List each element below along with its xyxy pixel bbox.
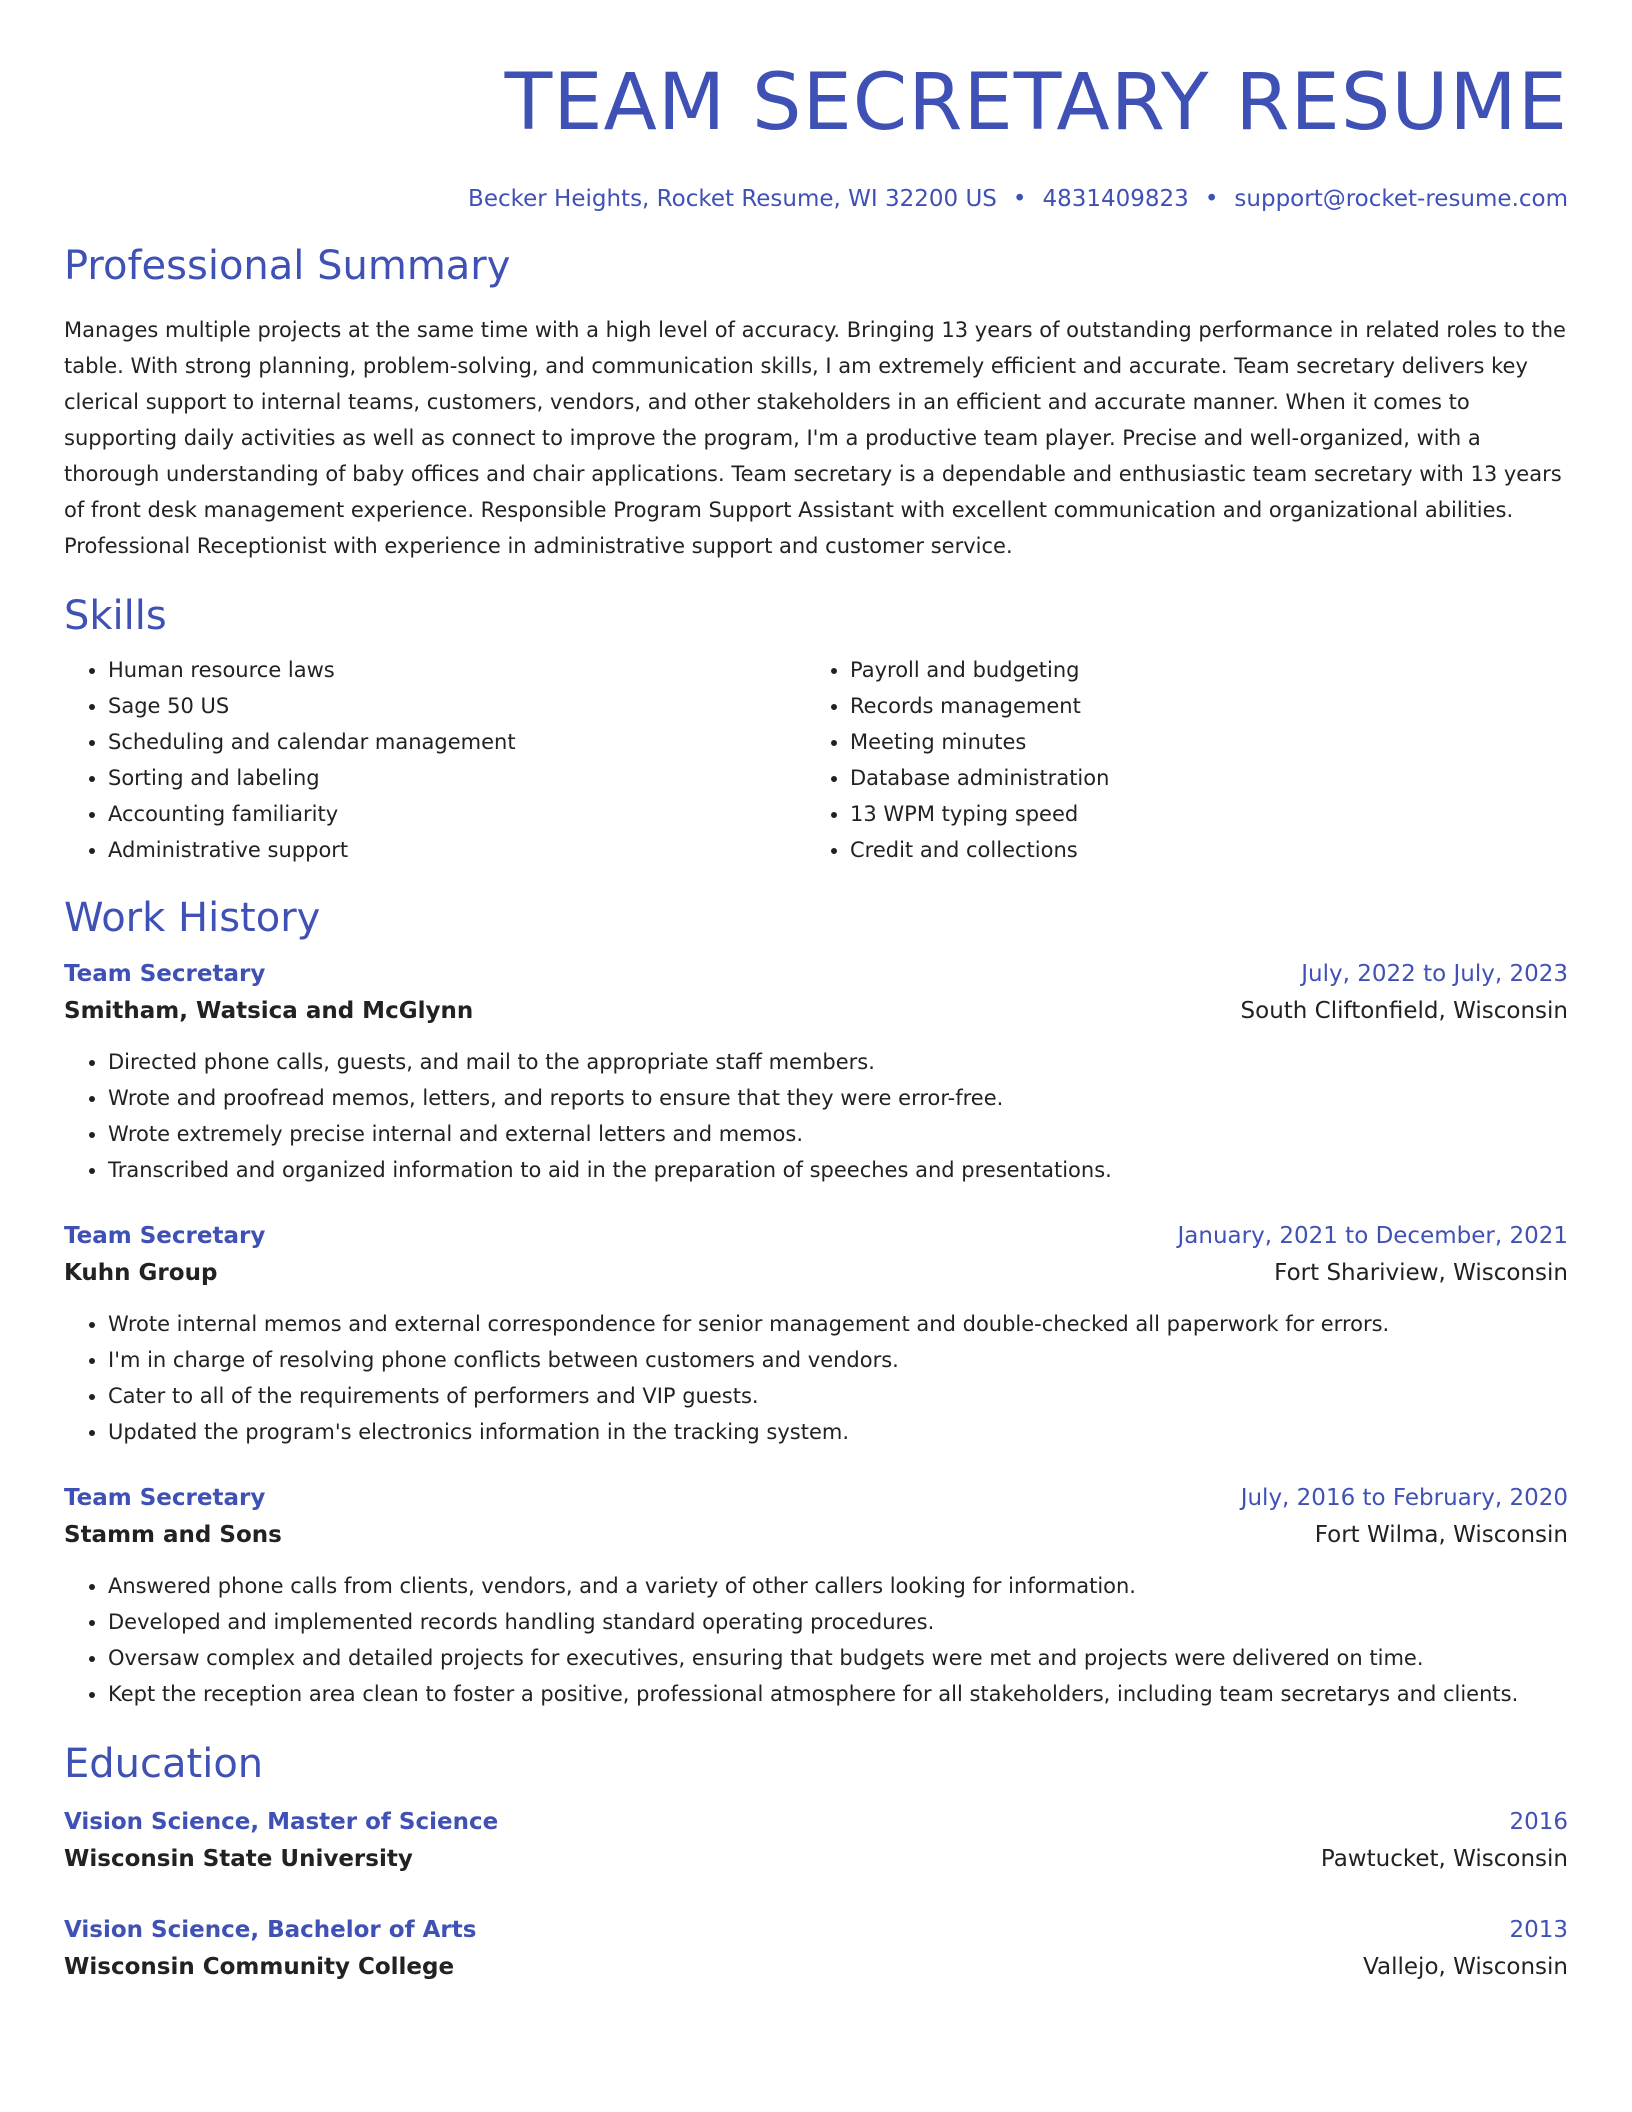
job-location: Fort Wilma, Wisconsin (1314, 1522, 1568, 1548)
skill-item: • Scheduling and calendar management (108, 724, 806, 760)
section-title-work: Work History (64, 895, 321, 941)
job-title: Team Secretary (64, 961, 266, 987)
contact-separator: • (1204, 186, 1219, 212)
job-bullet: • Updated the program's electronics information in the tracking system. (108, 1414, 1568, 1450)
job-bullet: • I'm in charge of resolving phone conflicts between customers and vendors. (108, 1342, 1568, 1378)
job-entry (64, 1218, 1568, 1450)
job-bullet: • Transcribed and organized information to aid in the preparation of speeches and presentations. (108, 1152, 1568, 1188)
education-school: Wisconsin Community College (64, 1954, 455, 1980)
education-degree: Vision Science, Master of Science (64, 1809, 499, 1835)
job-bullet: • Answered phone calls from clients, vendors, and a variety of other callers looking for information. (108, 1568, 1568, 1604)
job-title: Team Secretary (64, 1485, 266, 1511)
skill-item: • Records management (850, 688, 1548, 724)
job-bullet: • Cater to all of the requirements of performers and VIP guests. (108, 1378, 1568, 1414)
contact-address: Becker Heights, Rocket Resume, WI 32200 US (468, 186, 997, 212)
summary-line: table. With strong planning, problem-solving, and communication skills, I am extremely efficient and accurate. Team secretary delivers key (64, 354, 1528, 378)
education-entry (64, 1912, 1568, 1986)
education-degree: Vision Science, Bachelor of Arts (64, 1917, 477, 1943)
job-entry (64, 1480, 1568, 1712)
job-company: Stamm and Sons (64, 1522, 282, 1548)
resume-name: TEAM SECRETARY RESUME (504, 58, 1568, 148)
summary-text (64, 312, 1568, 564)
skills-column-left (64, 652, 806, 868)
education-location: Vallejo, Wisconsin (1363, 1954, 1568, 1980)
summary-line: thorough understanding of baby offices and chair applications. Team secretary is a dependable and enthusiastic team secretary with 13 years (64, 462, 1562, 486)
section-title-summary: Professional Summary (64, 243, 511, 289)
job-dates: July, 2022 to July, 2023 (1301, 961, 1568, 987)
skill-item: • Meeting minutes (850, 724, 1548, 760)
skills-column-right (806, 652, 1548, 868)
job-bullet: • Kept the reception area clean to foster a positive, professional atmosphere for all stakeholders, including team secretarys and clients. (108, 1676, 1568, 1712)
job-company: Kuhn Group (64, 1260, 218, 1286)
job-bullets (64, 1044, 1568, 1188)
skill-item: • Sage 50 US (108, 688, 806, 724)
skill-item: • Human resource laws (108, 652, 806, 688)
job-title: Team Secretary (64, 1223, 266, 1249)
education-school: Wisconsin State University (64, 1846, 413, 1872)
summary-line: of front desk management experience. Responsible Program Support Assistant with excellent communication and organizational abilities. (64, 498, 1514, 522)
job-bullet: • Wrote extremely precise internal and external letters and memos. (108, 1116, 1568, 1152)
skills-list (64, 652, 1568, 868)
contact-line (64, 184, 1568, 214)
job-dates: July, 2016 to February, 2020 (1240, 1485, 1568, 1511)
summary-line: clerical support to internal teams, customers, vendors, and other stakeholders in an efficient and accurate manner. When it comes to (64, 390, 1470, 414)
summary-line: Professional Receptionist with experience in administrative support and customer service. (64, 534, 1013, 558)
section-title-skills: Skills (64, 593, 167, 639)
skill-item: • Payroll and budgeting (850, 652, 1548, 688)
skill-item: • Accounting familiarity (108, 796, 806, 832)
job-bullet: • Wrote and proofread memos, letters, and reports to ensure that they were error-free. (108, 1080, 1568, 1116)
contact-email: support@rocket-resume.com (1234, 186, 1568, 212)
job-entry (64, 956, 1568, 1188)
education-location: Pawtucket, Wisconsin (1320, 1846, 1568, 1872)
job-dates: January, 2021 to December, 2021 (1177, 1223, 1568, 1249)
job-bullet: • Oversaw complex and detailed projects for executives, ensuring that budgets were met and projects were delivered on time. (108, 1640, 1568, 1676)
job-bullet: • Developed and implemented records handling standard operating procedures. (108, 1604, 1568, 1640)
job-location: South Cliftonfield, Wisconsin (1240, 998, 1568, 1024)
contact-phone: 4831409823 (1042, 186, 1189, 212)
skill-item: • Database administration (850, 760, 1548, 796)
skill-item: • Sorting and labeling (108, 760, 806, 796)
summary-line: supporting daily activities as well as connect to improve the program, I'm a productive team player. Precise and well-organized, with a (64, 426, 1481, 450)
education-entry (64, 1804, 1568, 1878)
job-bullet: • Directed phone calls, guests, and mail to the appropriate staff members. (108, 1044, 1568, 1080)
job-bullets (64, 1568, 1568, 1712)
skill-item: • 13 WPM typing speed (850, 796, 1548, 832)
job-location: Fort Shariview, Wisconsin (1274, 1260, 1568, 1286)
section-title-education: Education (64, 1741, 264, 1787)
job-company: Smitham, Watsica and McGlynn (64, 998, 474, 1024)
skill-item: • Credit and collections (850, 832, 1548, 868)
education-year: 2013 (1509, 1917, 1568, 1943)
job-bullets (64, 1306, 1568, 1450)
job-bullet: • Wrote internal memos and external correspondence for senior management and double-checked all paperwork for errors. (108, 1306, 1568, 1342)
education-year: 2016 (1509, 1809, 1568, 1835)
resume-page (64, 0, 1568, 1986)
contact-separator: • (1012, 186, 1027, 212)
summary-line: Manages multiple projects at the same time with a high level of accuracy. Bringing 13 years of outstanding performance in related roles to the (64, 318, 1566, 342)
skill-item: • Administrative support (108, 832, 806, 868)
